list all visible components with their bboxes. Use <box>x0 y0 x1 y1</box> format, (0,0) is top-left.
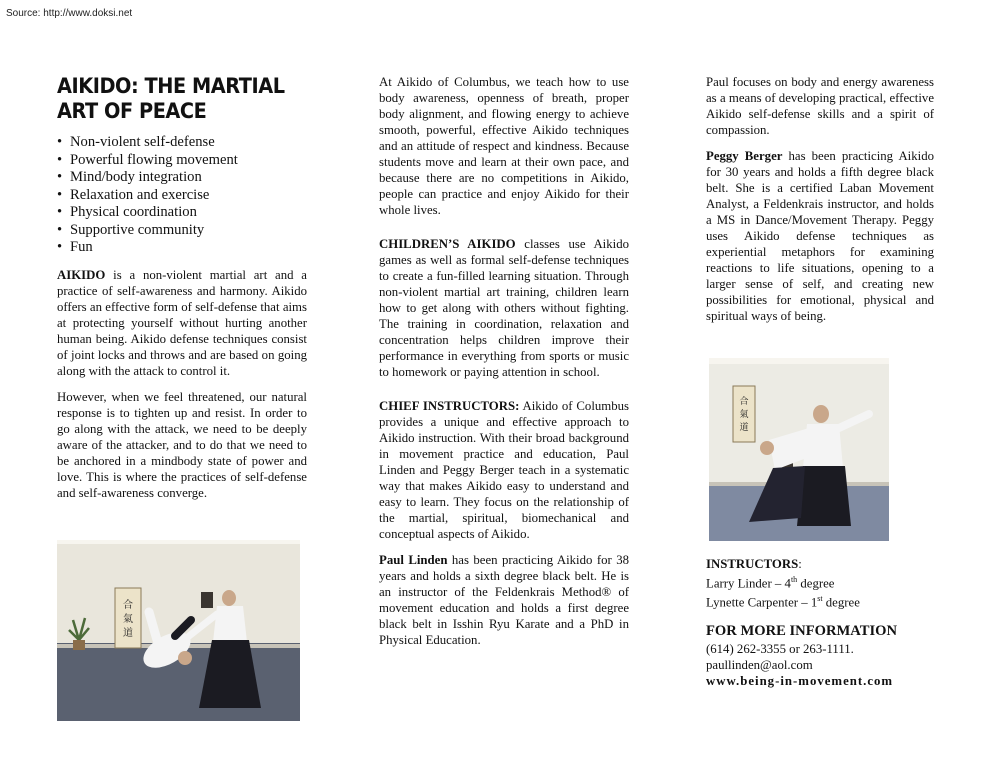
paul-focus-paragraph: Paul focuses on body and energy awareness as a means of developing practical, effective Aikido self-defense skills and a spirit of compassion. <box>706 75 934 137</box>
svg-text:合: 合 <box>739 397 749 407</box>
email-address[interactable]: paullinden@aol.com <box>706 657 813 672</box>
instructors-heading: INSTRUCTORS: <box>706 557 802 571</box>
contact-block <box>706 556 934 689</box>
column-middle <box>379 74 629 658</box>
source-caption: Source: http://www.doksi.net <box>6 8 133 19</box>
feature-list <box>57 134 307 257</box>
website-link[interactable]: www.being-in-movement.com <box>706 673 894 688</box>
list-item: • Fun <box>57 239 93 255</box>
list-item: • Powerful flowing movement <box>57 151 238 168</box>
column-right <box>706 74 934 334</box>
svg-text:氣: 氣 <box>739 410 749 420</box>
childrens-aikido-paragraph: CHILDREN’S AIKIDO classes use Aikido games as well as formal self-defense techniques to create a fun-filled learning situation. Through non-violent martial art training, children learn how to get along with others without fighting. The training in coordination, relaxation and concentration helps children improve their performance in everything from sports or music to homework or paying attention in school. <box>379 237 629 379</box>
svg-text:道: 道 <box>123 628 133 639</box>
list-item: • Mind/body integration <box>57 169 202 185</box>
svg-text:氣: 氣 <box>123 614 133 625</box>
svg-text:合: 合 <box>123 600 133 611</box>
paul-linden-paragraph: Paul Linden has been practicing Aikido for 38 years and holds a sixth degree black belt. He is an instructor of the Feldenkrais Method® of movement education and holds a first degree black belt in Isshin Ryu Karate and a PhD in Physical Education. <box>379 553 629 647</box>
list-item: • Supportive community <box>57 221 205 238</box>
phone-number: (614) 262-3355 or 263-1111. <box>706 641 854 656</box>
columbus-paragraph: At Aikido of Columbus, we teach how to use body awareness, openness of breath, proper body alignment, and flowing energy to achieve smooth, powerful, effective Aikido techniques and an attitude of respect and kindness. Because students move and learn at their own pace, and because there are no competitions in Aikido, people can practice and enjoy Aikido for their whole lives. <box>379 75 629 217</box>
instructor-line: Lynette Carpenter – 1st degree <box>706 594 860 610</box>
aikido-throw-photo <box>57 540 300 721</box>
chief-instructors-paragraph: CHIEF INSTRUCTORS: Aikido of Columbus provides a unique and effective approach to Aikido instruction. With their broad background in movement practice and education, Paul Linden and Peggy Berger teach in a systematic way that makes Aikido easy to understand and easy to learn. They focus on the relationship of the martial, spiritual, biomechanical and conceptual aspects of Aikido. <box>379 399 630 541</box>
aikido-technique-photo <box>709 358 889 541</box>
svg-text:道: 道 <box>739 423 749 433</box>
instructor-line: Larry Linder – 4th degree <box>706 575 835 591</box>
more-info-heading: FOR MORE INFORMATION <box>706 622 898 639</box>
list-item: • Non-violent self-defense <box>57 134 215 150</box>
list-item: • Relaxation and exercise <box>57 186 210 203</box>
page-title: AIKIDO: THE MARTIAL ART OF PEACE <box>57 74 285 123</box>
list-item: • Physical coordination <box>57 204 197 220</box>
aikido-intro-paragraph: AIKIDO is a non-violent martial art and a practice of self-awareness and harmony. Aikido offers an effective form of self-defense that aims at protecting yourself without hurting another human being. Aikido defense techniques consist of joint locks and throws and are based on going along with the attack to control it. <box>57 267 307 378</box>
column-left <box>57 74 307 511</box>
peggy-berger-paragraph: Peggy Berger has been practicing Aikido for 30 years and holds a fifth degree black belt. She is a certified Laban Movement Analyst, a Feldenkrais instructor, and holds a MS in Dance/Movement Therapy. Peggy uses Aikido defense techniques as experiential metaphors for examining reactions to life situations, opening to a larger sense of self, and creating new possibilities for emotional, physical and spiritual ways of being. <box>706 149 934 323</box>
threat-response-paragraph: However, when we feel threatened, our natural response is to tighten up and resist. In order to go along with the attack, we need to be deeply aware of the attacker, and to do that we need to be anchored in a mindbody state of power and love. This is where the practices of self-defense and self-awareness converge. <box>57 389 307 500</box>
